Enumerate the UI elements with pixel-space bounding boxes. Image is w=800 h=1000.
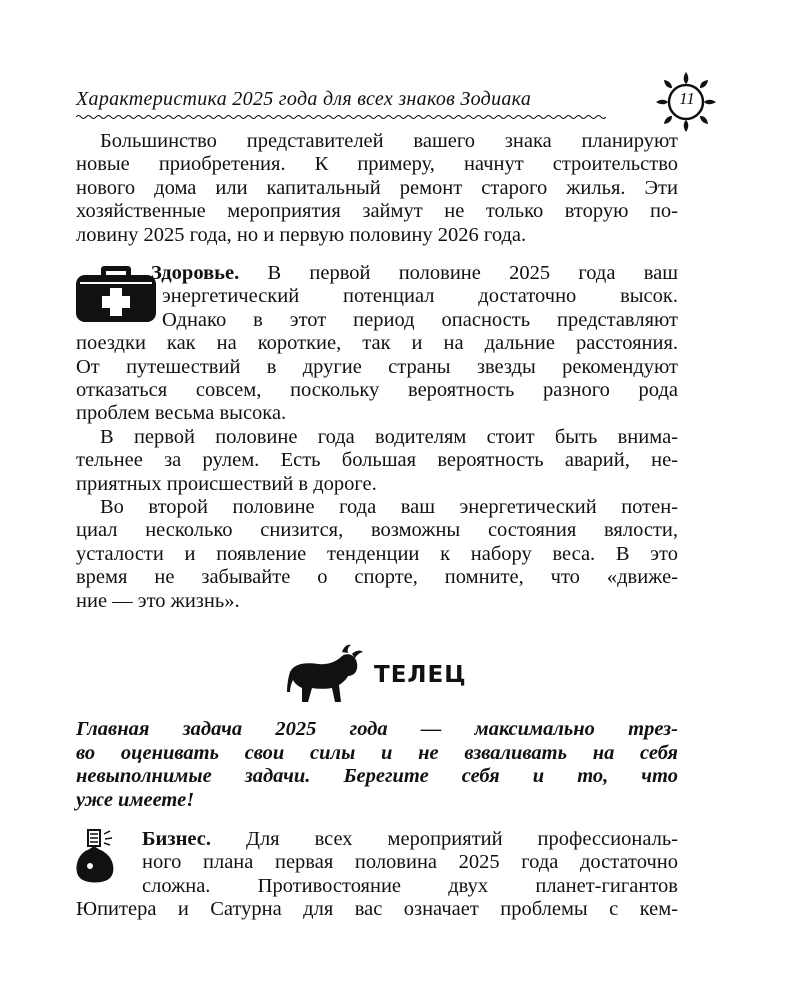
lead-statement (76, 718, 678, 812)
text-line: ние — это жизнь». (76, 589, 240, 612)
text-line: сложна. Противостояние двух планет-гигантов (142, 874, 678, 897)
health-paragraph (76, 262, 678, 613)
text-line: Главная задача 2025 года — максимально трез- (76, 718, 678, 740)
taurus-bull-icon (284, 642, 366, 706)
header-wavy-rule (76, 114, 606, 120)
text-line: тельнее за рулем. Есть большая вероятность аварий, не- (76, 449, 678, 472)
text-line: поездки как на короткие, так и на дальние расстояния. (76, 332, 678, 355)
text-line: время не забывайте о спорте, помните, что «движе- (76, 566, 678, 589)
intro-paragraph (76, 130, 678, 247)
text-line: во оценивать свои силы и не взваливать на себя (76, 741, 678, 764)
text-line: уже имеете! (76, 788, 195, 811)
text-line: невыполнимые задачи. Берегите себя и то, что (76, 765, 678, 788)
text-line: отказаться совсем, поскольку вероятность разного рода (76, 379, 678, 402)
text-line: новые приобретения. К примеру, начнут строительство (76, 153, 678, 176)
text-line: Однако в этот период опасность представляют (162, 308, 678, 331)
text-line: ного плана первая половина 2025 года достаточно (142, 851, 678, 874)
section-title-taurus: ТЕЛЕЦ (374, 662, 467, 688)
text-line: усталости и появление тенденции к набору веса. В это (76, 542, 678, 565)
running-header (76, 78, 695, 118)
health-heading: Здоровье. (151, 262, 240, 284)
text-line: энергетический потенциал достаточно высок. (162, 285, 678, 308)
text-line: Большинство представителей вашего знака планируют (100, 130, 678, 152)
text-line: приятных происшествий в дороге. (76, 472, 377, 495)
text-line: хозяйственные мероприятия займут не только вторую по- (76, 200, 678, 223)
business-heading: Бизнес. (142, 828, 211, 850)
running-header-title: Характеристика 2025 года для всех знаков Зодиака (76, 88, 532, 110)
text-line: Во второй половине года ваш энергетический потен- (100, 496, 678, 519)
text-line: От путешествий в другие страны звезды рекомендуют (76, 355, 678, 378)
business-paragraph (76, 828, 678, 922)
business-first-line: Для всех мероприятий профессиональ- (245, 828, 678, 850)
text-line (76, 262, 678, 285)
text-line: Юпитера и Сатурна для вас означает проблемы с кем- (76, 898, 678, 921)
text-line: ловину 2025 года, но и первую половину 2026 года. (76, 223, 527, 246)
text-line: нового дома или капитальный ремонт старого жилья. Эти (76, 176, 678, 199)
text-line: проблем весьма высока. (76, 402, 287, 425)
health-first-line: В первой половине 2025 года ваш (267, 262, 678, 284)
text-line: В первой половине года водителям стоит быть внима- (100, 425, 678, 448)
text-line: циал несколько снизится, возможны состояния вялости, (76, 519, 678, 542)
text-line (76, 828, 678, 851)
page-number: 11 (679, 89, 695, 108)
